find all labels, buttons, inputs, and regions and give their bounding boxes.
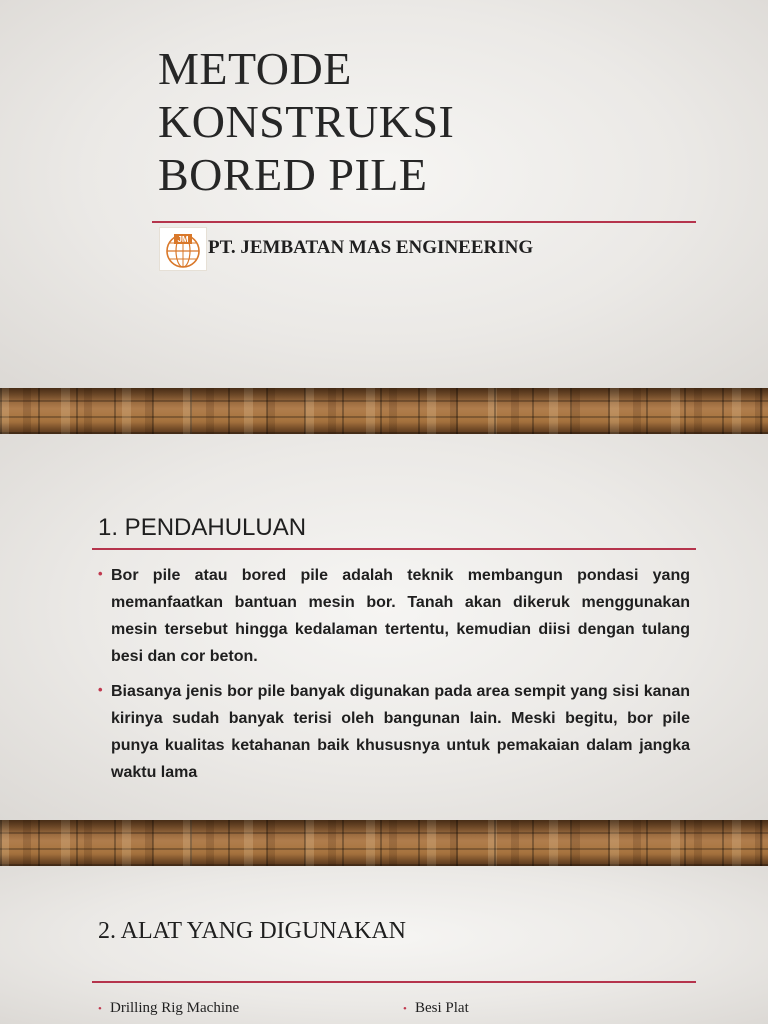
tool-name: Besi Plat	[415, 1000, 469, 1016]
title-line-2: KONSTRUKSI	[158, 96, 455, 147]
title-divider	[152, 221, 696, 223]
bullet-icon: •	[98, 566, 103, 581]
list-item	[98, 678, 690, 786]
bullet-icon: •	[98, 682, 103, 697]
company-name: PT. JEMBATAN MAS ENGINEERING	[208, 237, 534, 258]
tools-list-right	[403, 1000, 469, 1017]
section-heading-tools: 2. ALAT YANG DIGUNAKAN	[98, 918, 406, 944]
bullet-icon: •	[403, 1003, 407, 1015]
section-heading-introduction: 1. PENDAHULUAN	[98, 514, 307, 541]
list-item	[403, 1000, 469, 1017]
slide-title	[0, 0, 768, 388]
introduction-list	[98, 562, 690, 794]
tool-name: Drilling Rig Machine	[110, 1000, 240, 1016]
heading-divider	[92, 548, 696, 550]
globe-logo-icon	[160, 228, 206, 270]
bullet-icon: •	[98, 1003, 102, 1015]
title-line-1: METODE	[158, 43, 352, 94]
title-line-3: BORED PILE	[158, 149, 428, 200]
list-item	[98, 1000, 239, 1017]
slide-introduction	[0, 434, 768, 820]
slide-title-text	[158, 42, 678, 201]
tools-list-left	[98, 1000, 239, 1017]
heading-divider	[92, 981, 696, 983]
logo-initials: JM	[177, 235, 189, 244]
company-logo-icon	[159, 227, 207, 271]
paragraph-text: Bor pile atau bored pile adalah teknik membangun pondasi yang memanfaatkan bantuan mesin bor. Tanah akan dikeruk menggunakan mesin tersebut hingga kedalaman tertentu, kemudian diisi dengan tulang besi dan cor beton.	[111, 567, 690, 665]
list-item	[98, 562, 690, 670]
wood-floor-divider	[0, 388, 768, 434]
paragraph-text: Biasanya jenis bor pile banyak digunakan pada area sempit yang sisi kanan kirinya sudah banyak terisi oleh bangunan lain. Meski begitu, bor pile punya kualitas ketahanan baik khususnya untuk pemakaian dalam jangka waktu lama	[111, 683, 690, 781]
slide-tools	[0, 866, 768, 1024]
wood-floor-divider	[0, 820, 768, 866]
